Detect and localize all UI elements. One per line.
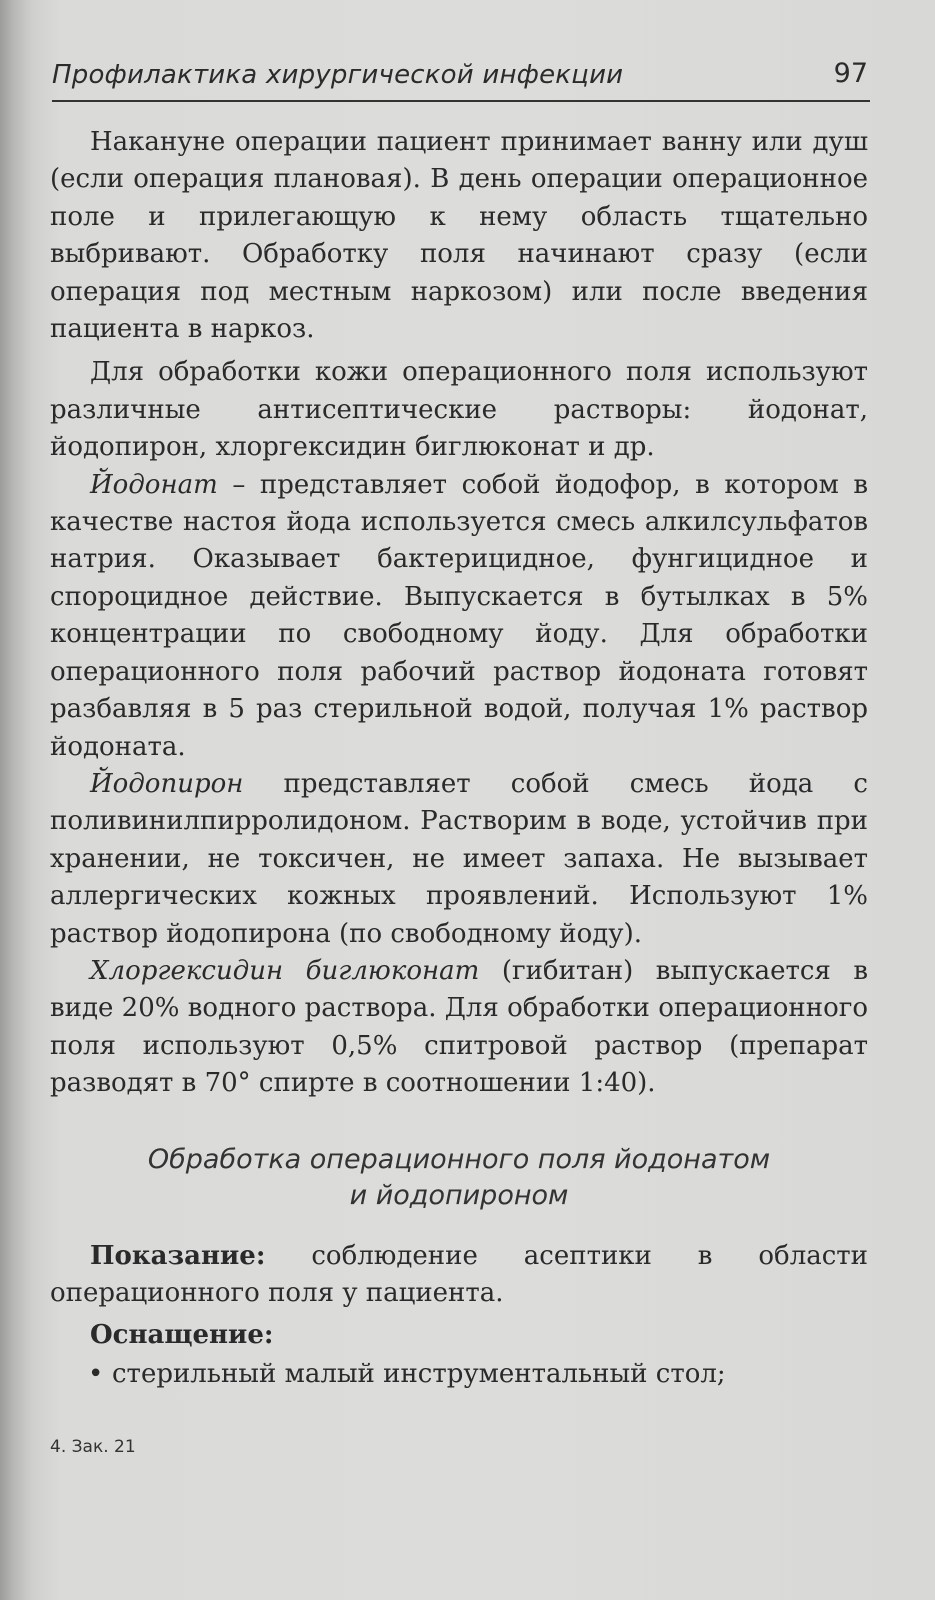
term-iodopiron: Йодопирон — [90, 768, 244, 799]
section-heading — [50, 1142, 868, 1214]
book-page — [50, 0, 870, 1600]
printer-signature: 4. Зак. 21 — [50, 1437, 136, 1457]
paragraph-chlorhexidine — [50, 953, 868, 1103]
section-heading-line2: и йодопироном — [349, 1180, 569, 1211]
main-text — [50, 124, 868, 1103]
term-iodonat: Йодонат — [90, 469, 218, 500]
paragraph-iodopiron — [50, 766, 868, 953]
indication-text: соблюдение асептики в области операционного поля у пациента. — [50, 1241, 868, 1309]
section-heading-line1: Обработка операционного поля йодонатом — [147, 1144, 771, 1175]
paragraph-preparation: Накануне операции пациент принимает ванну или душ (если операция плановая). В день операции операционное поле и прилегающую к нему область тщательно выбривают. Обработку поля начинают сразу (если операция под местным наркозом) или после введения пациента в наркоз. — [50, 127, 868, 345]
iodonat-text: – представляет собой йодофор, в котором в качестве настоя йода используется смесь алкилсульфатов натрия. Оказывает бактерицидное, фунгицидное и спороцидное действие. Выпускается в бутылках в 5% концентрации по свободному йоду. Для обработки операционного поля рабочий раствор йодоната готовят разбавляя в 5 раз стерильной водой, получая 1% раствор йодоната. — [50, 469, 868, 762]
equipment-item-text: стерильный малый инструментальный стол; — [112, 1359, 726, 1390]
equipment-paragraph — [50, 1317, 868, 1354]
indication-label: Показание: — [90, 1241, 266, 1271]
paragraph-iodonat — [50, 467, 868, 766]
page-number: 97 — [833, 58, 868, 89]
paragraph-antiseptics: Для обработки кожи операционного поля используют различные антисептические растворы: йодонат, йодопирон, хлоргексидин биглюконат и др. — [50, 357, 868, 463]
chlorhexidine-text: (гибитан) выпускается в виде 20% водного раствора. Для обработки операционного поля используют 0,5% спитровой раствор (препарат разводят в 70° спирте в соотношении 1:40). — [50, 955, 868, 1099]
iodopiron-text: представляет собой смесь йода с поливинилпирролидоном. Растворим в воде, устойчив при хранении, не токсичен, не имеет запаха. Не вызывает аллергических кожных проявлений. Используют 1% раствор йодопирона (по свободному йоду). — [50, 768, 868, 949]
procedure-section — [50, 1238, 868, 1394]
term-chlorhexidine: Хлоргексидин биглюконат — [90, 955, 480, 986]
equipment-list — [50, 1356, 868, 1393]
bullet-icon: • — [88, 1359, 104, 1390]
equipment-label: Оснащение: — [90, 1319, 274, 1350]
equipment-list-item — [88, 1356, 868, 1393]
chapter-title: Профилактика хирургической инфекции — [52, 60, 624, 90]
running-header — [52, 54, 870, 102]
indication-paragraph — [50, 1238, 868, 1313]
